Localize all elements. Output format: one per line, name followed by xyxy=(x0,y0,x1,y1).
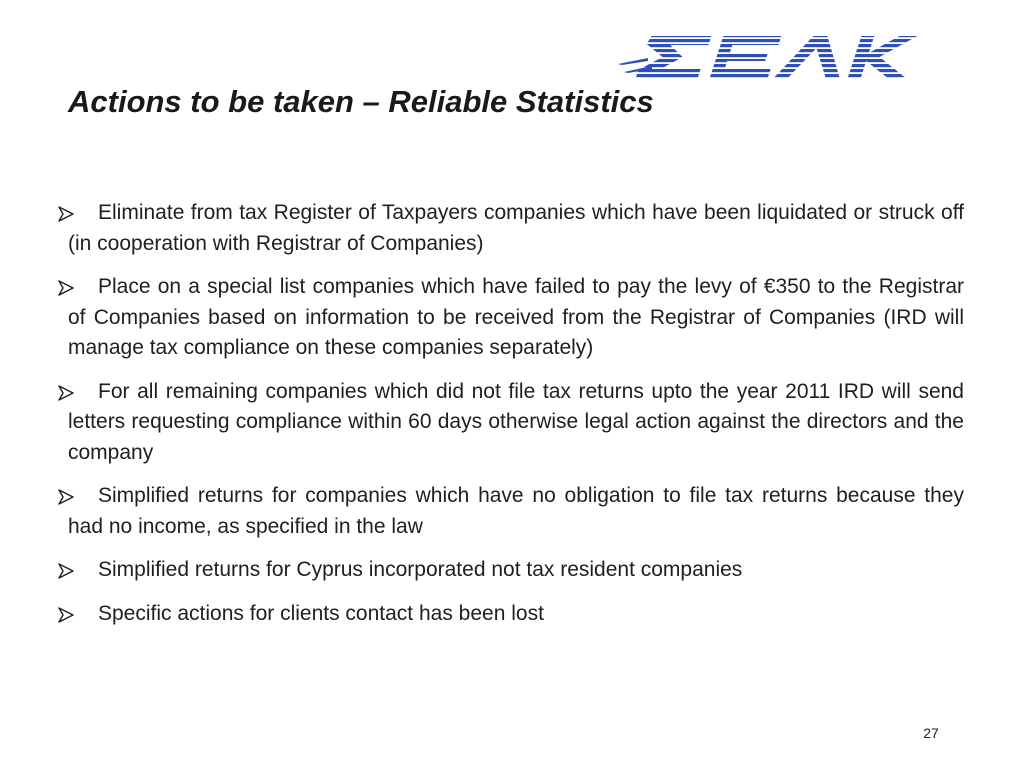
arrow-bullet-icon xyxy=(58,280,74,296)
page-number: 27 xyxy=(923,725,939,741)
bullet-text: Simplified returns for Cyprus incorporated not tax resident companies xyxy=(98,558,743,581)
bullet-text: Place on a special list companies which have failed to pay the levy of €350 to the Registrar of Companies based on information to be received from the Registrar of Companies (IRD will manage tax compliance on these companies separately) xyxy=(68,275,964,359)
list-item xyxy=(58,481,964,542)
list-item xyxy=(58,198,964,259)
list-item xyxy=(58,272,964,364)
slide-title: Actions to be taken – Reliable Statistics xyxy=(68,84,654,119)
bullet-list xyxy=(58,198,964,642)
bullet-text: Specific actions for clients contact has been lost xyxy=(98,601,544,625)
bullet-text: Eliminate from tax Register of Taxpayers companies which have been liquidated or struck off (in cooperation with Registrar of Companies) xyxy=(68,201,964,255)
arrow-bullet-icon xyxy=(58,385,74,401)
seak-logo xyxy=(618,34,928,80)
arrow-bullet-icon xyxy=(58,563,74,579)
bullet-text: For all remaining companies which did not file tax returns upto the year 2011 IRD will send letters requesting compliance within 60 days otherwise legal action against the directors and the company xyxy=(68,379,964,464)
arrow-bullet-icon xyxy=(58,206,74,222)
list-item xyxy=(58,599,964,630)
bullet-text: Simplified returns for companies which have no obligation to file tax returns because they had no income, as specified in the law xyxy=(68,484,964,538)
arrow-bullet-icon xyxy=(58,607,74,623)
list-item xyxy=(58,377,964,469)
arrow-bullet-icon xyxy=(58,489,74,505)
list-item xyxy=(58,555,964,586)
